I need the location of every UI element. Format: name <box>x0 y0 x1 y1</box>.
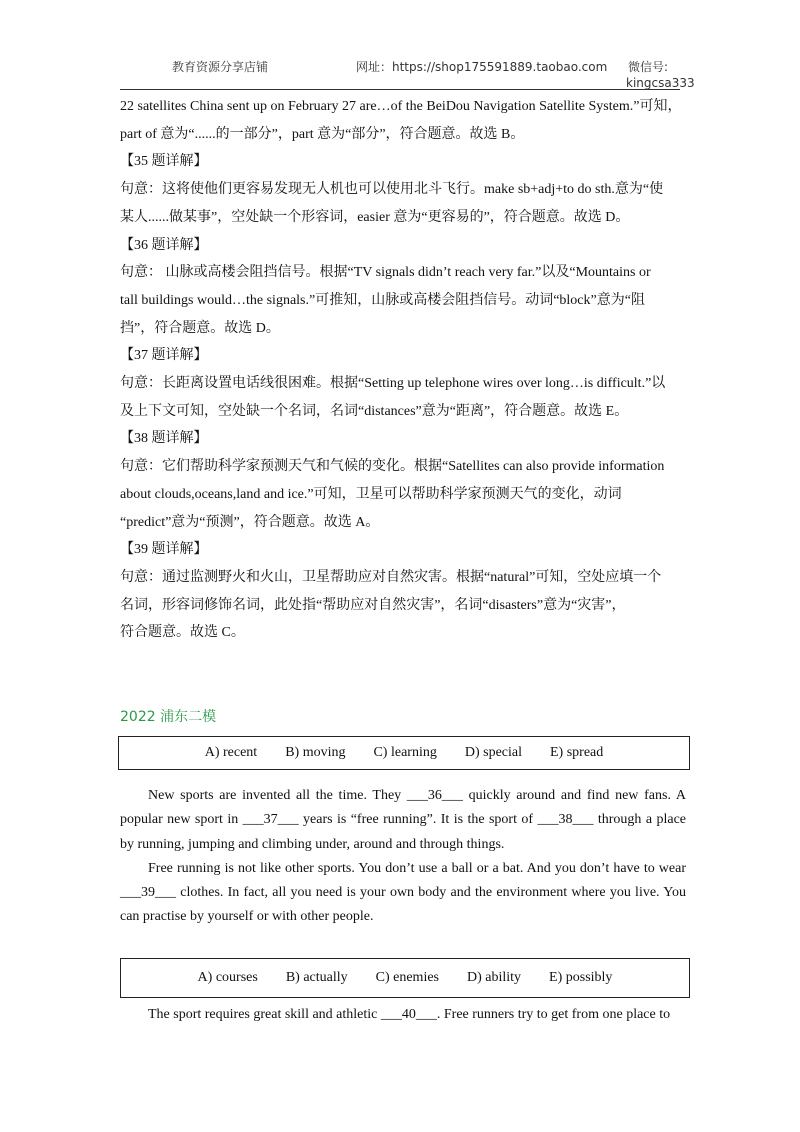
word-option: B) moving <box>285 745 346 760</box>
word-option: C) enemies <box>375 970 439 985</box>
word-option: E) spread <box>550 745 604 760</box>
cloze-passage <box>120 784 686 930</box>
word-option: A) courses <box>197 970 258 985</box>
explanation-line: 名词，形容词修饰名词，此处指“帮助应对自然灾害”，名词“disasters”意为“灾害”， <box>120 597 626 613</box>
word-option: E) possibly <box>549 970 613 985</box>
explanation-line: “predict”意为“预测”，符合题意。故选 A。 <box>120 514 380 530</box>
answer-explanations <box>120 93 686 647</box>
explanation-line: 某人......做某事”，空处缺一个形容词，easier 意为“更容易的”，符合题意。故选 D。 <box>120 209 630 225</box>
passage-paragraph: New sports are invented all the time. They ___36___ quickly around and find new fans. A popular new sport in ___37___ years is “free running”. It is the sport of ___38___ through a place by running, jumping and climbing under, around and through things. <box>120 788 686 852</box>
section-title: 2022 浦东二模 <box>120 709 217 725</box>
explanation-line: 挡”，符合题意。故选 D。 <box>120 320 280 336</box>
explanation-line: 及上下文可知，空处缺一个名词，名词“distances”意为“距离”，符合题意。故选 E。 <box>120 403 629 419</box>
header-divider <box>120 89 680 90</box>
word-option: D) ability <box>467 970 522 985</box>
explanation-line: about clouds,oceans,land and ice.”可知，卫星可以帮助科学家预测天气的变化，动词 <box>120 486 622 502</box>
header-shop-name: 教育资源分享店铺 <box>172 60 269 74</box>
word-bank-box <box>120 958 690 998</box>
explanation-line: 句意：这将使他们更容易发现无人机也可以使用北斗飞行。make sb+adj+to do sth.意为“使 <box>120 182 664 198</box>
word-option: A) recent <box>204 745 258 760</box>
question-heading-39: 【39 题详解】 <box>120 542 208 558</box>
explanation-line: 22 satellites China sent up on February 27 are…of the BeiDou Navigation Satellite System.”可知， <box>120 99 682 114</box>
explanation-line: 句意：通过监测野火和火山，卫星帮助应对自然灾害。根据“natural”可知，空处应填一个 <box>120 569 662 585</box>
explanation-line: 句意：长距离设置电话线很困难。根据“Setting up telephone wires over long…is difficult.”以 <box>120 376 666 392</box>
page-header <box>120 56 695 92</box>
question-heading-38: 【38 题详解】 <box>120 431 208 447</box>
word-option: B) actually <box>285 970 348 985</box>
cloze-passage <box>120 1003 686 1027</box>
header-wechat-id: kingcsa333 <box>626 76 695 90</box>
header-wechat-label: 微信号: <box>628 60 669 74</box>
question-heading-36: 【36 题详解】 <box>120 237 208 253</box>
explanation-line: part of 意为“......的一部分”，part 意为“部分”，符合题意。故选 B。 <box>120 126 525 142</box>
question-heading-37: 【37 题详解】 <box>120 348 208 364</box>
explanation-line: 符合题意。故选 C。 <box>120 625 245 641</box>
explanation-line: tall buildings would…the signals.”可推知，山脉或高楼会阻挡信号。动词“block”意为“阻 <box>120 292 645 308</box>
explanation-line: 句意： 山脉或高楼会阻挡信号。根据“TV signals didn’t reach very far.”以及“Mountains or <box>120 265 651 281</box>
passage-paragraph: Free running is not like other sports. You don’t use a ball or a bat. And you don’t have to wear ___39___ clothes. In fact, all you need is your own body and the environment where you live. You can practise by yourself or with other people. <box>120 860 686 925</box>
header-url: 网址：https://shop175591889.taobao.com <box>356 60 608 74</box>
question-heading-35: 【35 题详解】 <box>120 154 208 170</box>
word-option: D) special <box>464 745 522 760</box>
word-bank-box <box>118 736 690 770</box>
passage-paragraph: The sport requires great skill and athletic ___40___. Free runners try to get from one place to <box>148 1007 671 1022</box>
word-option: C) learning <box>373 745 437 760</box>
explanation-line: 句意：它们帮助科学家预测天气和气候的变化。根据“Satellites can also provide information <box>120 459 665 475</box>
